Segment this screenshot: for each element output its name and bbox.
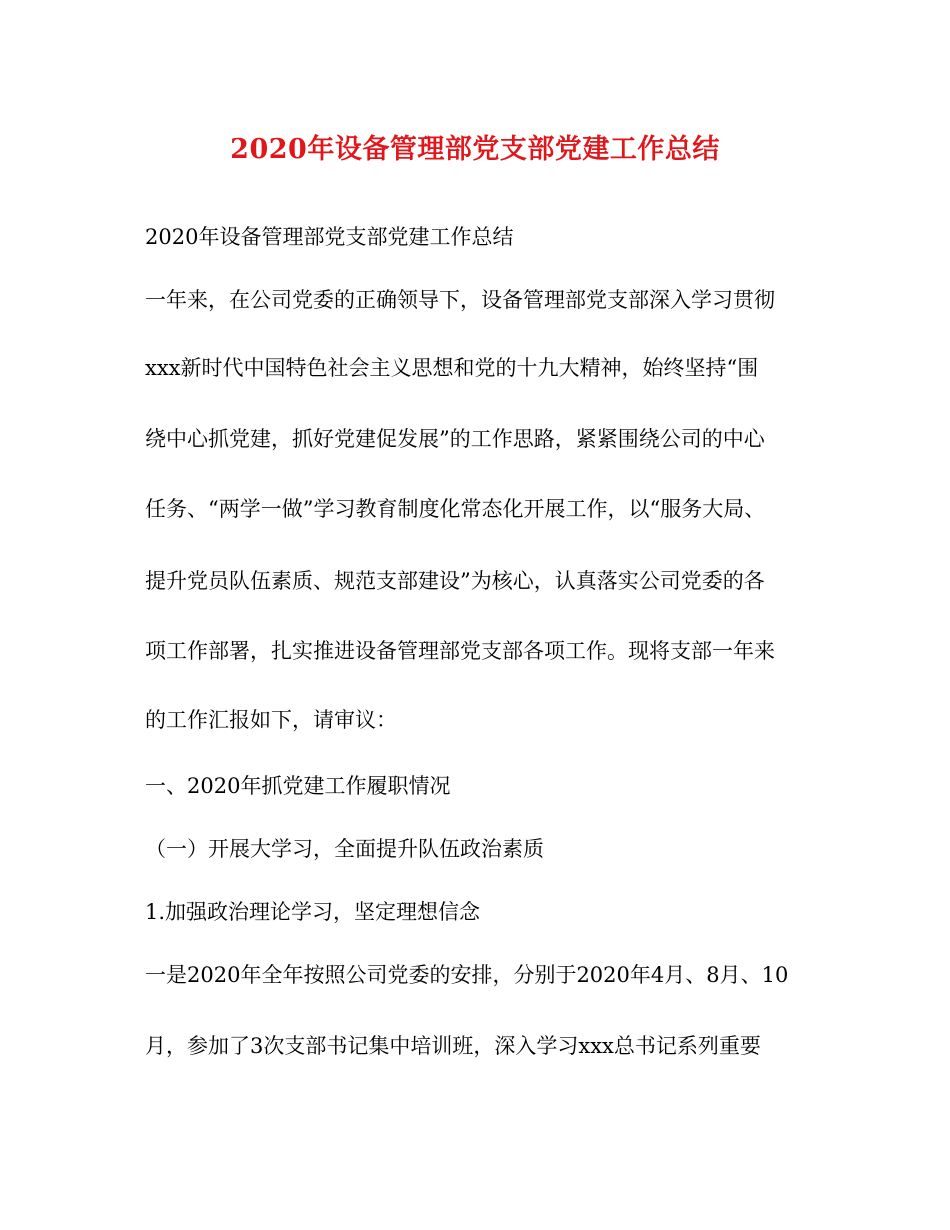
paragraph-line: 月，参加了3次支部书记集中培训班，深入学习xxx总书记系列重要 — [145, 1034, 761, 1058]
paragraph-line: 绕中心抓党建，抓好党建促发展”的工作思路，紧紧围绕公司的中心 — [145, 427, 765, 451]
subsection-heading: （一）开展大学习，全面提升队伍政治素质 — [145, 837, 544, 861]
paragraph-line: xxx新时代中国特色社会主义思想和党的十九大精神，始终坚持“围 — [145, 356, 759, 380]
section-heading: 一、2020年抓党建工作履职情况 — [145, 774, 451, 798]
document-title: 2020年设备管理部党支部党建工作总结 — [230, 134, 720, 165]
paragraph-line: 的工作汇报如下，请审议： — [145, 708, 397, 732]
paragraph-line: 项工作部署，扎实推进设备管理部党支部各项工作。现将支部一年来 — [145, 639, 775, 663]
subtitle-line: 2020年设备管理部党支部党建工作总结 — [145, 225, 514, 249]
paragraph-line: 任务、“两学一做”学习教育制度化常态化开展工作，以“服务大局、 — [145, 497, 766, 521]
item-heading: 1.加强政治理论学习，坚定理想信念 — [145, 900, 481, 924]
paragraph-line: 提升党员队伍素质、规范支部建设”为核心，认真落实公司党委的各 — [145, 569, 765, 593]
paragraph-line: 一年来，在公司党委的正确领导下，设备管理部党支部深入学习贯彻 — [145, 288, 775, 312]
paragraph-line: 一是2020年全年按照公司党委的安排，分别于2020年4月、8月、10 — [145, 963, 789, 987]
